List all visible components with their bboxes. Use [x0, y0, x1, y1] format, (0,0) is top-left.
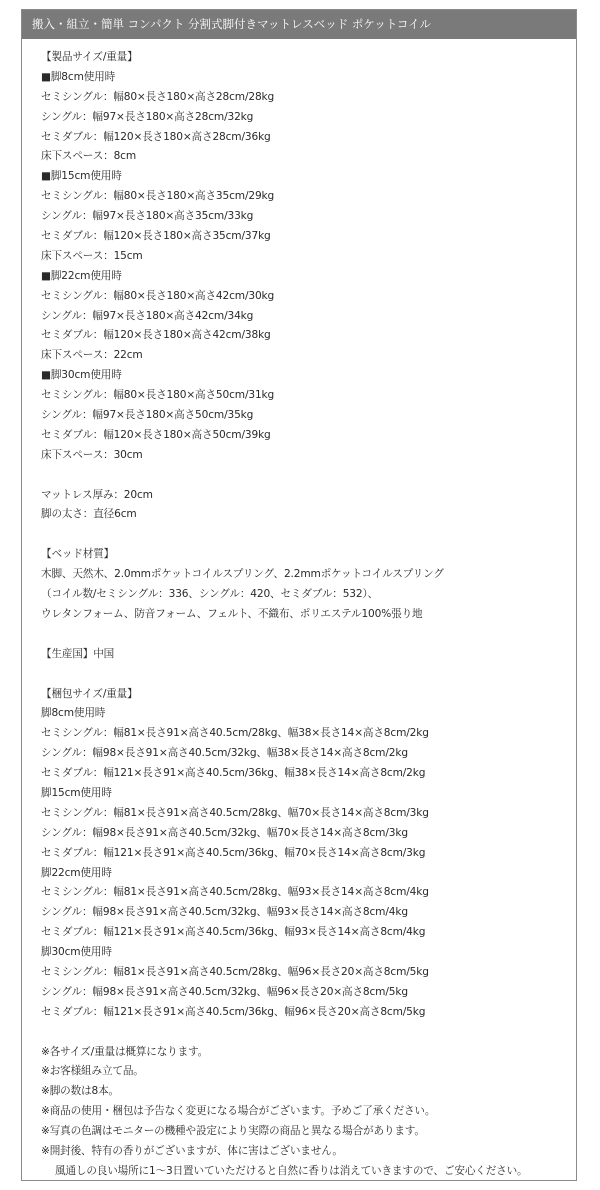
spec-line: 風通しの良い場所に1～3日置いていただけると自然に香りは消えていきますので、ご安心ください。 [55, 1164, 528, 1177]
spec-line: セミシングル：幅80×長さ180×高さ50cm/31kg [41, 389, 275, 402]
spec-line: 【ベッド材質】 [41, 548, 115, 561]
spec-line: ■脚15cm使用時 [41, 170, 122, 183]
spec-line: 【製品サイズ/重量】 [41, 51, 138, 63]
spec-line: 脚の太さ：直径6cm [41, 508, 137, 521]
spec-line: 【生産国】中国 [41, 647, 115, 660]
spec-line: セミシングル：幅80×長さ180×高さ42cm/30kg [41, 289, 275, 302]
spec-line: 脚22cm使用時 [41, 866, 112, 879]
spec-line: セミシングル：幅81×長さ91×高さ40.5cm/28kg、幅96×長さ20×高さ8cm/5kg [41, 965, 429, 978]
spec-line: セミシングル：幅81×長さ91×高さ40.5cm/28kg、幅93×長さ14×高さ8cm/4kg [41, 886, 429, 899]
spec-line: 脚8cm使用時 [41, 707, 106, 720]
spec-line: 床下スペース：8cm [41, 150, 137, 163]
spec-line: セミダブル：幅121×長さ91×高さ40.5cm/36kg、幅96×長さ20×高さ8cm/5kg [41, 1005, 426, 1018]
spec-line: ■脚22cm使用時 [41, 269, 122, 282]
spacer-line [41, 665, 576, 685]
spec-line: 【梱包サイズ/重量】 [41, 687, 138, 700]
panel-header [22, 10, 576, 39]
spec-line: セミシングル：幅80×長さ180×高さ35cm/29kg [41, 190, 275, 203]
spec-line: 脚15cm使用時 [41, 786, 112, 799]
spec-line: ウレタンフォーム、防音フォーム、フェルト、不織布、ポリエステル100%張り地 [41, 607, 423, 620]
spec-line: シングル：幅97×長さ180×高さ35cm/33kg [41, 210, 254, 223]
spec-line: セミシングル：幅81×長さ91×高さ40.5cm/28kg、幅38×長さ14×高さ8cm/2kg [41, 727, 429, 740]
spec-line: セミシングル：幅80×長さ180×高さ28cm/28kg [41, 90, 275, 103]
spec-line: シングル：幅98×長さ91×高さ40.5cm/32kg、幅70×長さ14×高さ8cm/3kg [41, 826, 408, 839]
spec-line: ※お客様組み立て品。 [41, 1065, 144, 1078]
spec-line: 脚30cm使用時 [41, 946, 112, 959]
panel-title: 搬入・組立・簡単 コンパクト 分割式脚付きマットレスベッド ポケットコイル [32, 17, 431, 31]
spec-line: セミダブル：幅121×長さ91×高さ40.5cm/36kg、幅38×長さ14×高さ8cm/2kg [41, 767, 426, 780]
spec-line: ■脚30cm使用時 [41, 369, 122, 382]
spec-line: シングル：幅98×長さ91×高さ40.5cm/32kg、幅38×長さ14×高さ8cm/2kg [41, 747, 408, 760]
spec-line: ※写真の色調はモニターの機種や設定により実際の商品と異なる場合があります。 [41, 1125, 425, 1138]
spec-panel [21, 9, 577, 1181]
spec-line: ■脚8cm使用時 [41, 70, 116, 83]
spec-line: セミダブル：幅121×長さ91×高さ40.5cm/36kg、幅70×長さ14×高さ8cm/3kg [41, 846, 426, 859]
spec-line: セミシングル：幅81×長さ91×高さ40.5cm/28kg、幅70×長さ14×高さ8cm/3kg [41, 806, 429, 819]
spec-line: シングル：幅97×長さ180×高さ50cm/35kg [41, 409, 254, 422]
spec-line: シングル：幅97×長さ180×高さ28cm/32kg [41, 110, 254, 123]
spec-line: 木脚、天然木、2.0mmポケットコイルスプリング、2.2mmポケットコイルスプリング [41, 568, 444, 581]
spec-line: セミダブル：幅120×長さ180×高さ35cm/37kg [41, 230, 271, 243]
spec-line: シングル：幅97×長さ180×高さ42cm/34kg [41, 309, 254, 322]
spec-line: シングル：幅98×長さ91×高さ40.5cm/32kg、幅93×長さ14×高さ8cm/4kg [41, 906, 408, 919]
spacer-line [41, 1023, 576, 1043]
spec-line: 床下スペース：15cm [41, 249, 143, 262]
spec-line: マットレス厚み：20cm [41, 488, 153, 501]
spacer-line [41, 525, 576, 545]
spec-line: 床下スペース：22cm [41, 349, 143, 362]
spacer-line [41, 625, 576, 645]
spec-line: セミダブル：幅120×長さ180×高さ28cm/36kg [41, 130, 271, 143]
spec-line: セミダブル：幅121×長さ91×高さ40.5cm/36kg、幅93×長さ14×高さ8cm/4kg [41, 926, 426, 939]
spec-line: 床下スペース：30cm [41, 448, 143, 461]
spec-line: ※脚の数は8本。 [41, 1085, 119, 1098]
spec-line: ※開封後、特有の香りがございますが、体に害はございません。 [41, 1144, 343, 1157]
spacer-line [41, 466, 576, 486]
spec-line: シングル：幅98×長さ91×高さ40.5cm/32kg、幅96×長さ20×高さ8cm/5kg [41, 985, 408, 998]
spec-line: セミダブル：幅120×長さ180×高さ50cm/39kg [41, 428, 271, 441]
spec-line: ※各サイズ/重量は概算になります。 [41, 1045, 209, 1058]
spec-line: ※商品の使用・梱包は予告なく変更になる場合がございます。予めご了承ください。 [41, 1105, 436, 1118]
spec-content [22, 39, 576, 1182]
spec-line: セミダブル：幅120×長さ180×高さ42cm/38kg [41, 329, 271, 342]
spec-line: （コイル数/セミシングル：336、シングル：420、セミダブル：532）、 [41, 588, 379, 601]
